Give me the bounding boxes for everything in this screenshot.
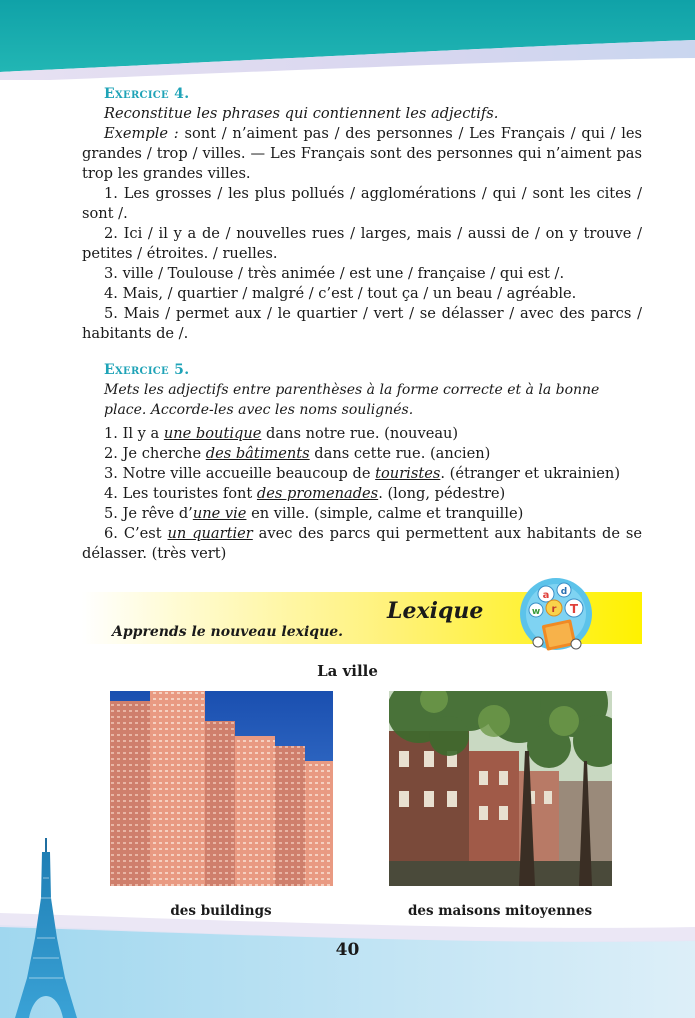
exercise-5-instruction: Mets les adjectifs entre parenthèses à la forme correcte et à la bonne place. Accorde-les avec les noms soulignés.: [104, 382, 600, 418]
exercise-5-item: [82, 504, 642, 524]
exercise-4-instruction: Reconstitue les phrases qui contiennent les adjectifs.: [104, 105, 499, 122]
vocabulary-book-icon: [516, 574, 596, 662]
item-text: . (étranger et ukrainien): [440, 465, 621, 482]
item-text: 3. Notre ville accueille beaucoup de: [104, 465, 376, 482]
page-number: 40: [335, 940, 360, 960]
icon-letter: r: [551, 604, 557, 615]
exercise-4: [82, 84, 642, 344]
top-decorative-band: [0, 0, 695, 80]
caption-row-houses: des maisons mitoyennes: [407, 903, 593, 919]
underlined-noun: des bâtiments: [205, 445, 310, 462]
eiffel-tower-icon: [15, 838, 77, 1018]
exercise-5-title: Exercice 5.: [104, 362, 190, 378]
example-label: Exemple :: [104, 125, 179, 142]
exercise-4-title: Exercice 4.: [104, 86, 190, 102]
example-text: sont / n’aiment pas / des personnes / Les Français / qui / les grandes / trop / villes. — Les Français sont des personnes qui n’aiment pas trop les grandes villes.: [82, 125, 643, 182]
exercise-4-item: 4. Mais, / quartier / malgré / c’est / tout ça / un beau / agréable.: [104, 285, 577, 302]
lexique-title: Lexique: [387, 598, 484, 624]
exercise-4-example: [82, 124, 642, 184]
underlined-noun: une vie: [192, 505, 247, 522]
exercise-4-item: 1. Les grosses / les plus pollués / agglomérations / qui / sont les cites / sont /.: [82, 185, 642, 222]
caption-buildings: des buildings: [170, 903, 272, 919]
photo-buildings: [110, 691, 333, 886]
icon-letter: w: [531, 607, 541, 617]
exercise-5-item: [82, 484, 642, 504]
underlined-noun: touristes: [375, 465, 441, 482]
item-text: dans notre rue. (nouveau): [261, 425, 459, 442]
bottom-decorative-band: [0, 905, 695, 1018]
underlined-noun: des promenades: [256, 485, 379, 502]
exercise-4-item: 5. Mais / permet aux / le quartier / vert / se délasser / avec des parcs / habitants de /.: [82, 305, 642, 342]
photo-row-houses: [389, 691, 612, 886]
icon-letter: T: [569, 602, 579, 616]
section-title-la-ville: La ville: [317, 662, 378, 680]
exercise-5-item: [82, 524, 642, 564]
exercise-4-item: 2. Ici / il y a de / nouvelles rues / larges, mais / aussi de / on y trouve / petites / étroites. / ruelles.: [82, 225, 642, 262]
underlined-noun: une boutique: [163, 425, 262, 442]
exercise-5-item: [82, 444, 642, 464]
icon-letter: d: [560, 587, 568, 597]
item-text: 5. Je rêve d’: [104, 505, 193, 522]
exercise-4-item: 3. ville / Toulouse / très animée / est une / française / qui est /.: [104, 265, 565, 282]
item-text: dans cette rue. (ancien): [309, 445, 491, 462]
item-text: . (long, pédestre): [378, 485, 506, 502]
item-text: en ville. (simple, calme et tranquille): [246, 505, 524, 522]
item-text: 4. Les touristes font: [104, 485, 257, 502]
item-text: 6. C’est: [104, 525, 168, 542]
item-text: 2. Je cherche: [104, 445, 206, 462]
item-text: avec des parcs qui permettent aux habitants de se délasser. (très vert): [82, 525, 643, 562]
exercise-5-item: [82, 424, 642, 444]
underlined-noun: un quartier: [167, 525, 253, 542]
icon-letter: a: [542, 590, 550, 601]
lexique-subtitle: Apprends le nouveau lexique.: [112, 624, 344, 640]
exercise-5: [82, 360, 642, 564]
item-text: 1. Il y a: [104, 425, 164, 442]
exercise-5-item: [82, 464, 642, 484]
